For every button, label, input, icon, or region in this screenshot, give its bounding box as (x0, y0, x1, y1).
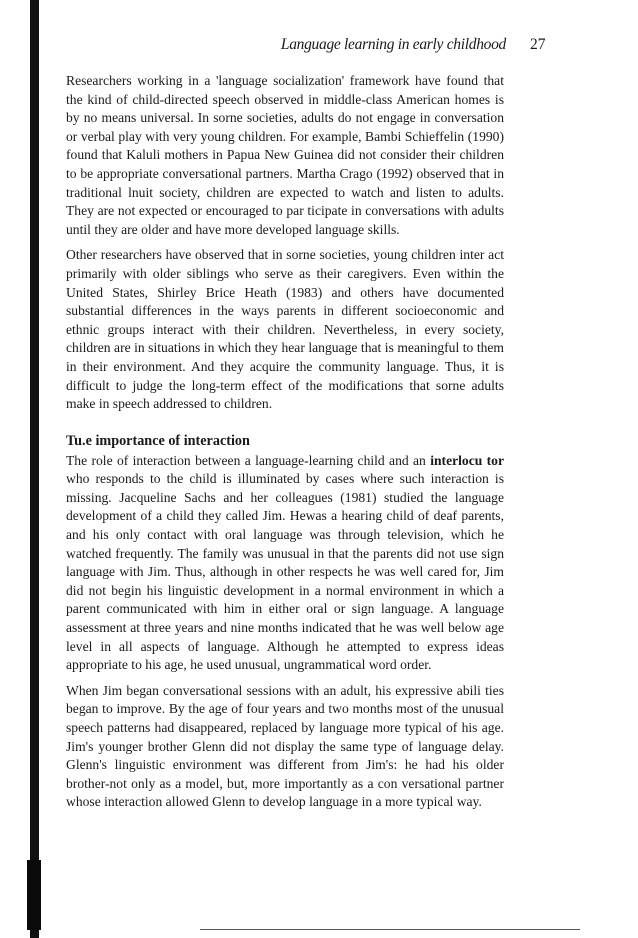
body-text (66, 72, 504, 819)
scan-edge (30, 0, 39, 938)
term-interlocutor: interlocu tor (430, 452, 504, 468)
paragraph-2: Other researchers have observed that in sorne societies, young children inter act primarily with older siblings who serve as their caregivers. Even within the United States, Shirley Brice Heath (1983) and others have documented substantial differences in the ways parents in different socioeconomic and ethnic groups interact with their children. Nevertheless, in every society, children are in situations in which they hear language that is meaningful to them in their environment. And they acquire the community language. Thus, it is difficult to judge the long-term effect of the modifications that sorne adults make in speech addressed to children. (66, 247, 504, 412)
paragraph-3-rest: who responds to the child is illuminated by cases where such interaction is missing. Jacqueline Sachs and her colleagues (1981) studied the language development of a child they called Jim. Hewas a hearing child of deaf parents, and his only contact with oral language was through television, which he watched frequently. The family was unusual in that the parents did not use sign language with Jim. Thus, although in other respects he was well cared for, Jim did not begin his linguistic development in a normal environment in which a parent communicated with him in either oral or sign language. A language assessment at three years and nine months indicated that he was well below age level in all aspects of language. Although he attempted to express ideas appropriate to his age, he used unusual, ungrammatical word order. (66, 471, 504, 673)
paragraph-3 (66, 452, 504, 675)
bottom-rule (200, 929, 580, 930)
paragraph-4: When Jim began conversational sessions with an adult, his expressive abili ties began to improve. By the age of four years and two months most of the unusual speech patterns had disappeared, replaced by language more typical of his age. Jim's younger brother Glenn did not display the same type of language delay. Glenn's linguistic environment was different from Jim's: he had his older brother-not only as a model, but, more importantly as a con versational partner whose interaction allowed Glenn to develop language in a more typical way. (66, 682, 504, 810)
paragraph-1: Researchers working in a 'language socialization' framework have found that the kind of child-directed speech observed in middle-class American homes is by no means universal. In sorne societies, adults do not engage in conversation or verbal play with very young children. For example, Bambi Schieffelin (1990) found that Kaluli mothers in Papua New Guinea did not consider their children to be appropriate conversational partners. Martha Crago (1992) observed that in traditional lnuit society, children are expected to watch and listen to adults. They are not expected or encouraged to par ticipate in conversations with adults until they are older and have more developed language skills. (66, 73, 504, 237)
running-head: Language learning in early childhood (280, 36, 506, 53)
paragraph-3-start: The role of interaction between a language-learning child and an (66, 452, 431, 468)
page-number: 27 (530, 36, 546, 53)
scan-edge-mark (27, 860, 41, 930)
section-heading: Tu.e importance of interaction (66, 432, 250, 449)
